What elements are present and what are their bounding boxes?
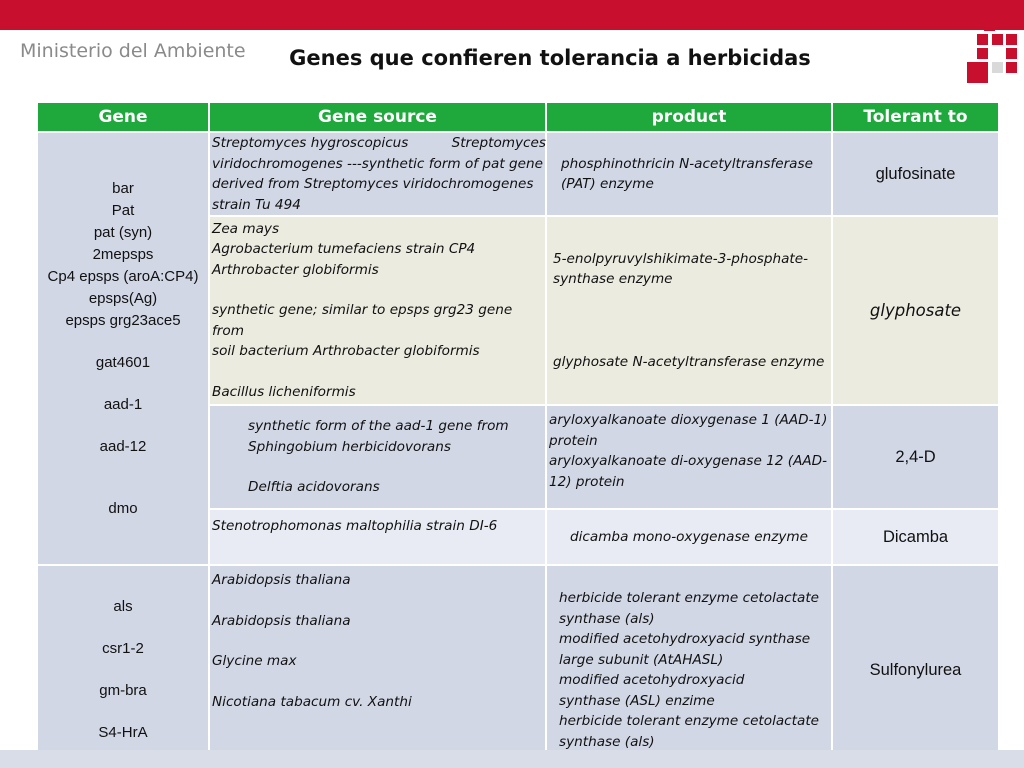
ministry-logo-icon: [964, 20, 1022, 88]
gene-source-cell: Arabidopsis thaliana Arabidopsis thaliana Glycine max Nicotiana tabacum cv. Xanthi: [209, 565, 546, 768]
column-header-gene-source: Gene source: [209, 102, 546, 132]
gene-source-cell: synthetic form of the aad-1 gene from Sphingobium herbicidovorans Delftia acidovorans: [209, 405, 546, 509]
product-cell: aryloxyalkanoate dioxygenase 1 (AAD-1) protein aryloxyalkanoate di-oxygenase 12 (AAD- 12) protein: [546, 405, 832, 509]
table-row: [37, 565, 999, 768]
tolerant-to-cell: Sulfonylurea: [832, 565, 999, 768]
table-header-row: [37, 102, 999, 132]
gene-source-cell: Zea mays Agrobacterium tumefaciens strain CP4 Arthrobacter globiformis synthetic gene; similar to epsps grg23 gene from soil bacterium Arthrobacter globiformis Bacillus licheniformis: [209, 216, 546, 405]
gene-list-group-2: als csr1-2 gm-bra S4-HrA: [37, 565, 209, 768]
column-header-product: product: [546, 102, 832, 132]
gene-list-group-1: bar Pat pat (syn) 2mepsps Cp4 epsps (aroA:CP4) epsps(Ag) epsps grg23ace5 gat4601 aad-1 aad-12 dmo: [37, 132, 209, 565]
tolerant-to-cell: glyphosate: [832, 216, 999, 405]
table-row: [37, 132, 999, 216]
tolerant-to-cell: Dicamba: [832, 509, 999, 565]
product-cell: herbicide tolerant enzyme cetolactate synthase (als) modified acetohydroxyacid synthase large subunit (AtAHASL) modified acetohydroxyacid synthase (ASL) enzime herbicide tolerant enzyme cetolactate synthase (als): [546, 565, 832, 768]
page-title: Genes que confieren tolerancia a herbicidas: [289, 46, 811, 70]
herbicide-genes-table: [36, 101, 1000, 768]
gene-source-cell: Stenotrophomonas maltophilia strain DI-6: [209, 509, 546, 565]
ministry-name: Ministerio del Ambiente: [20, 40, 246, 62]
tolerant-to-cell: 2,4-D: [832, 405, 999, 509]
product-cell: dicamba mono-oxygenase enzyme: [546, 509, 832, 565]
product-cell: phosphinothricin N-acetyltransferase (PAT) enzyme: [546, 132, 832, 216]
top-red-bar: [0, 0, 1024, 30]
gene-source-cell: Streptomyces hygroscopicus Streptomyces viridochromogenes ---synthetic form of pat gene derived from Streptomyces viridochromogenes strain Tu 494: [209, 132, 546, 216]
column-header-gene: Gene: [37, 102, 209, 132]
product-cell: 5-enolpyruvylshikimate-3-phosphate- synthase enzyme glyphosate N-acetyltransferase enzyme: [546, 216, 832, 405]
column-header-tolerant-to: Tolerant to: [832, 102, 999, 132]
tolerant-to-cell: glufosinate: [832, 132, 999, 216]
footer-band: [0, 750, 1024, 768]
